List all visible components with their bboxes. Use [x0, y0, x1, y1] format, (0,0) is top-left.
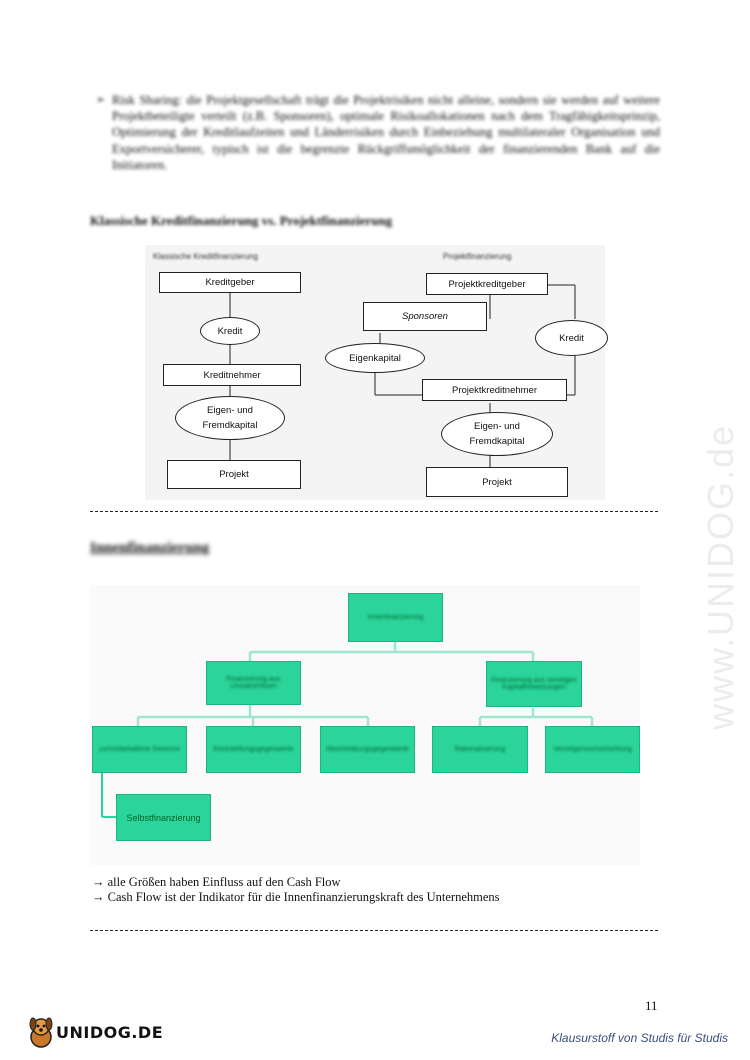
ellipse-kredit-left [200, 317, 260, 345]
label-kreditgeber: Kreditgeber [205, 277, 255, 288]
node-rueckstellungen [206, 726, 301, 773]
label-selbstfinanzierung: Selbstfinanzierung [126, 812, 201, 823]
divider-1 [90, 511, 658, 512]
node-vermoegensumschichtung [545, 726, 640, 773]
label-umsatzerloese: Finanzierung aus Umsatzerlösen [226, 676, 281, 690]
ellipse-kredit-right [535, 320, 608, 356]
label-eigenkapital: Eigenkapital [349, 352, 401, 364]
label-kreditnehmer: Kreditnehmer [203, 369, 261, 381]
label-projekt-left: Projekt [219, 469, 249, 480]
label-rationalisierung: Rationalisierung [454, 746, 506, 753]
logo-text: UNIDOG.DE [56, 1022, 164, 1042]
label-projekt-right: Projekt [482, 476, 512, 488]
box-sponsoren [363, 302, 487, 331]
label-kapital-right-2: Fremdkapital [469, 436, 525, 447]
box-projekt-left [167, 460, 301, 489]
label-sponsoren: Sponsoren [402, 311, 448, 322]
ellipse-kapital-right [441, 412, 553, 456]
node-gewinne [92, 726, 187, 773]
box-kreditgeber [159, 272, 301, 293]
page-number: 11 [645, 998, 658, 1013]
label-kredit-right: Kredit [559, 332, 584, 344]
label-kredit-left: Kredit [217, 325, 243, 337]
box-projekt-right [426, 467, 568, 497]
node-kapitalfreisetzungen [486, 661, 582, 707]
label-projektkreditgeber: Projektkreditgeber [448, 278, 526, 290]
caption-klassisch: Klassische Kreditfinanzierung [153, 252, 258, 261]
note-cash-flow-influence: → alle Größen haben Einfluss auf den Cash Flow [92, 875, 341, 889]
label-kapital-left-1: Eigen- und [207, 405, 253, 416]
label-kapital-right-1: Eigen- und [474, 421, 520, 432]
dog-icon [26, 1015, 56, 1049]
risk-sharing-text: Risk Sharing: die Projektgesellschaft trägt die Projektrisiken nicht alleine, sondern sie werden auf weitere Projektbeteiligte verteilt (z.B. Sponsoren), optimale Risikoallokationen nach dem Tragfähigkeitsprinzip, Optimierung der Kreditlaufzeiten und Länderrisiken durch Einbeziehung multilateraler Organisation und Exportversicherer, typisch ist die begrenzte Rückgriffsmöglichkeit der finanzierenden Bank auf die Initiatoren. [112, 93, 660, 172]
bullet-arrow-icon: ➢ [96, 94, 106, 106]
label-abschreibungen: Abschreibungsgegenwerte [326, 746, 409, 753]
label-vermoegensumschichtung: Vermögensumschichtung [553, 746, 632, 753]
divider-2 [90, 930, 658, 931]
comparison-diagram [145, 245, 605, 500]
box-projektkreditgeber [426, 273, 548, 295]
label-projektkreditnehmer: Projektkreditnehmer [451, 384, 537, 396]
ellipse-kapital-left [175, 396, 285, 440]
node-selbstfinanzierung [116, 794, 211, 841]
footer-tagline: Klausurstoff von Studis für Studis [551, 1031, 728, 1045]
label-kapitalfreisetzungen: Finanzierung aus sonstigen Kapitalfreisetzungen [491, 677, 577, 691]
box-kreditnehmer [163, 364, 301, 386]
section-title-kreditfinanzierung: Klassische Kreditfinanzierung vs. Projektfinanzierung [90, 213, 393, 228]
label-root: Innenfinanzierung [367, 614, 424, 621]
ellipse-eigenkapital [325, 343, 425, 373]
label-kapital-left-2: Fremdkapital [202, 420, 258, 431]
caption-projekt: Projektfinanzierung [443, 252, 512, 261]
label-gewinne: zurückbehaltene Gewinne [99, 746, 180, 753]
note-cash-flow-indicator: → Cash Flow ist der Indikator für die Innenfinanzierungskraft des Unternehmens [92, 890, 500, 904]
node-abschreibungen [320, 726, 415, 773]
watermark: www.UNIDOG.de [700, 423, 741, 730]
node-umsatzerloese [206, 661, 301, 705]
section-title-innenfinanzierung: Innenfinanzierung [90, 540, 210, 556]
unidog-logo[interactable] [26, 1015, 163, 1049]
label-rueckstellungen: Rückstellungsgegenwerte [213, 746, 294, 753]
risk-sharing-paragraph [96, 92, 660, 173]
box-projektkreditnehmer [422, 379, 567, 401]
node-root [348, 593, 443, 642]
innenfinanzierung-diagram [90, 585, 640, 865]
node-rationalisierung [432, 726, 528, 773]
